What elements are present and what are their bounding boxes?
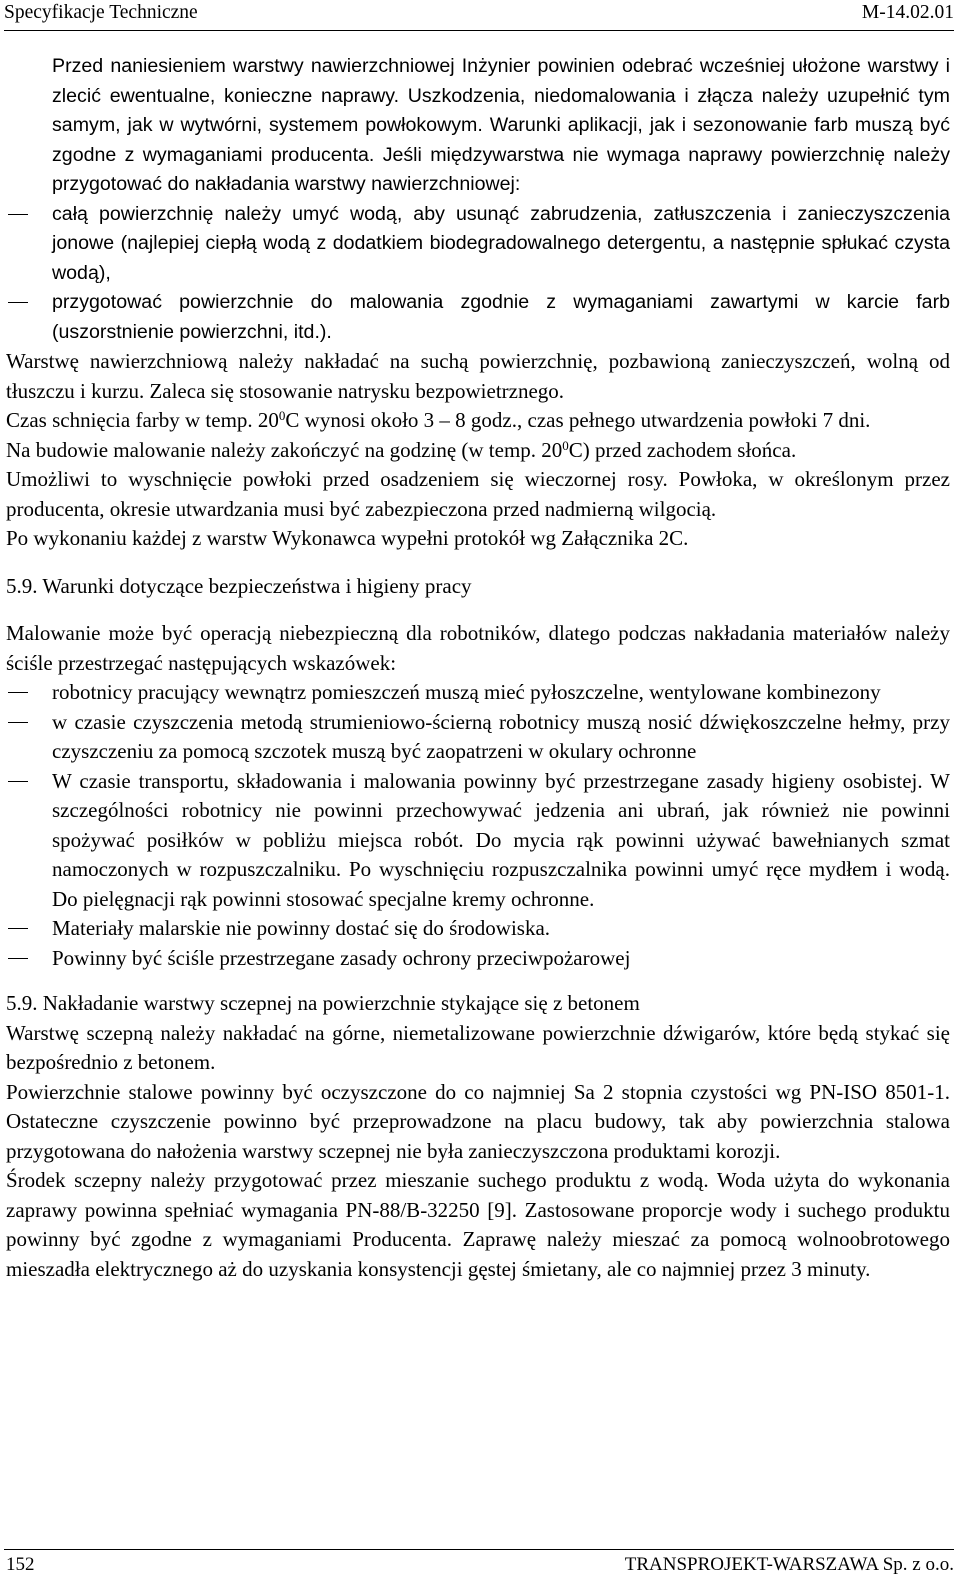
- list-item: [6, 708, 950, 767]
- paragraph-dew: Umożliwi to wyschnięcie powłoki przed osadzeniem się wieczornej rosy. Powłoka, w określonym przez producenta, okresie utwardzania musi być zabezpieczona przed nadmierną wilgocią.: [6, 467, 950, 521]
- section-heading-bonding-layer: 5.9. Nakładanie warstwy sczepnej na powierzchnie stykające się z betonem: [6, 991, 640, 1015]
- list-item-text: w czasie czyszczenia metodą strumieniowo-ścierną robotnicy muszą nosić dźwiękoszczelne hełmy, przy czyszczeniu za pomocą szczotek muszą być zaopatrzeni w okulary ochronne: [52, 709, 950, 763]
- paragraph-top-layer: Warstwę nawierzchniową należy nakładać na suchą powierzchnię, pozbawioną zanieczyszczeń, wolną od tłuszczu i kurzu. Zaleca się stosowanie natrysku bezpowietrznego.: [6, 349, 950, 403]
- list-item: [6, 944, 950, 974]
- list-item: [6, 767, 950, 915]
- list-item-text: Powinny być ściśle przestrzegane zasady ochrony przeciwpożarowej: [52, 945, 631, 970]
- document-title: Specyfikacje Techniczne: [4, 2, 198, 23]
- dash-bullet-icon: [8, 928, 28, 929]
- list-item-text: W czasie transportu, składowania i malowania powinny być przestrzegane zasady higieny osobistej. W szczególności robotnicy nie powinni przechowywać jedzenia ani ubrań, jak również nie powinni spożywać posiłków w pobliżu miejsca robót. Do mycia rąk powinni używać bawełnianych szmat namoczonych w rozpuszczalniku. Po wyschnięciu rozpuszczalnika powinni umyć ręce mydłem i wodą. Do pielęgnacji rąk powinni stosować specjalne kremy ochronne.: [52, 768, 950, 911]
- paragraph-preparation: Przed naniesieniem warstwy nawierzchniowej Inżynier powinien odebrać wcześniej ułożone warstwy i zlecić ewentualne, konieczne naprawy. Uszkodzenia, niedomalowania i złącza należy uzupełnić tym samym, jak w wytwórni, systemem powłokowym. Warunki aplikacji, jak i sezonowanie farb muszą być zgodne z wymaganiami producenta. Jeśli międzywarstwa nie wymaga naprawy powierzchnię należy przygotować do nakładania warstwy nawierzchniowej:: [52, 55, 950, 195]
- dash-bullet-icon: [8, 722, 28, 723]
- list-item-text: robotnicy pracujący wewnątrz pomieszczeń muszą mieć pyłoszczelne, wentylowane kombinezony: [52, 680, 881, 704]
- paragraph-safety-intro: Malowanie może być operacją niebezpieczną dla robotników, dlatego podczas nakładania materiałów należy ściśle przestrzegać następujących wskazówek:: [6, 621, 950, 675]
- safety-list: [6, 678, 950, 973]
- list-item-text: całą powierzchnię należy umyć wodą, aby usunąć zabrudzenia, zatłuszczenia i zanieczyszczenia jonowe (najlepiej ciepłą wodą z dodatkiem biodegradowalnego detergentu, a następnie spłukać czysta wodą),: [52, 202, 950, 284]
- document-code: M-14.02.01: [861, 2, 954, 23]
- paragraph-drying-time: Czas schnięcia farby w temp. $20^0C$ wynosi około 3 – 8 godz., czas pełnego utwardzenia powłoki 7 dni.: [6, 408, 871, 432]
- preparation-list: [6, 200, 950, 348]
- dash-bullet-icon: [8, 302, 28, 303]
- dash-bullet-icon: [8, 781, 28, 782]
- list-item: [6, 288, 950, 347]
- list-item-text: przygotować powierzchnie do malowania zgodnie z wymaganiami zawartymi w karcie farb (uszorstnienie powierzchni, itd.).: [52, 291, 950, 343]
- dash-bullet-icon: [8, 692, 28, 693]
- page-number: 152: [6, 1554, 35, 1575]
- document-body: [6, 52, 950, 1284]
- page-header: [4, 0, 954, 31]
- page-footer: [4, 1549, 954, 1584]
- dash-bullet-icon: [8, 958, 28, 959]
- list-item: [6, 914, 950, 944]
- list-item: [6, 678, 950, 708]
- list-item: [6, 200, 950, 289]
- company-name: TRANSPROJEKT-WARSZAWA Sp. z o.o.: [624, 1554, 954, 1575]
- paragraph-finish-time: Na budowie malowanie należy zakończyć na godzinę (w temp. $20^0C$) przed zachodem słońca.: [6, 437, 797, 462]
- paragraph-bonding-1: Warstwę sczepną należy nakładać na górne, niemetalizowane powierzchnie dźwigarów, które będą stykać się bezpośrednio z betonem.: [6, 1020, 950, 1074]
- paragraph-bonding-2: Powierzchnie stalowe powinny być oczyszczone do co najmniej Sa 2 stopnia czystości wg PN-ISO 8501-1. Ostateczne czyszczenie powinno być przeprowadzone na placu budowy, tak aby powierzchnia stalowa przygotowana do nałożenia warstwy sczepnej nie była zanieczyszczona produktami korozji.: [6, 1079, 950, 1163]
- paragraph-bonding-3: Środek sczepny należy przygotować przez mieszanie suchego produktu z wodą. Woda użyta do wykonania zaprawy powinna spełniać wymagania PN-88/B-32250 [9]. Zastosowane proporcje wody i suchego produktu powinny być zgodne z wymaganiami Producenta. Zaprawę należy mieszać za pomocą wolnoobrotowego mieszadła elektrycznego aż do uzyskania konsystencji gęstej śmietany, ale co najmniej przez 3 minuty.: [6, 1168, 950, 1281]
- list-item-text: Materiały malarskie nie powinny dostać się do środowiska.: [52, 916, 551, 940]
- dash-bullet-icon: [8, 214, 28, 215]
- paragraph-protocol: Po wykonaniu każdej z warstw Wykonawca wypełni protokół wg Załącznika 2C.: [6, 526, 689, 550]
- section-heading-safety: 5.9. Warunki dotyczące bezpieczeństwa i higieny pracy: [6, 573, 472, 598]
